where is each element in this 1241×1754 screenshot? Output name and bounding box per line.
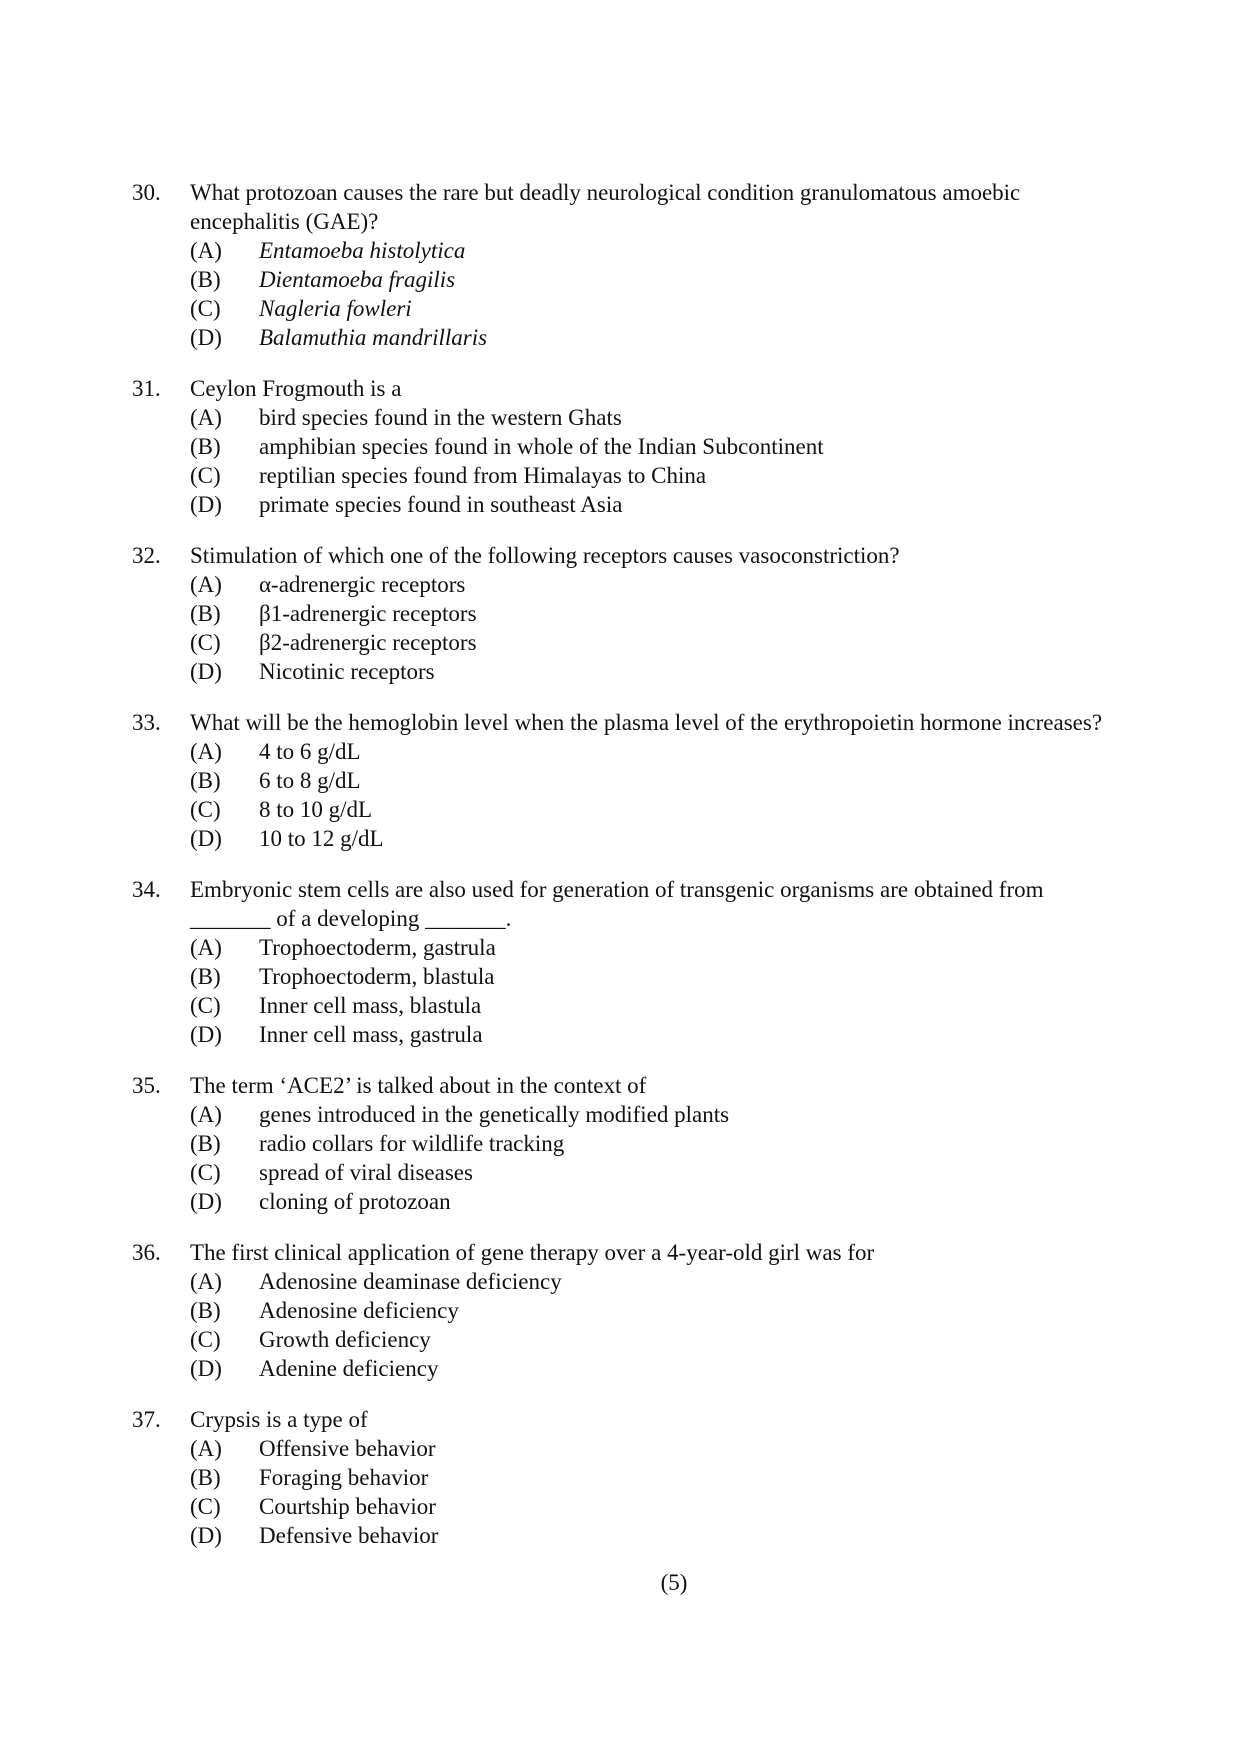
option-list [190, 933, 1122, 1049]
option-d [190, 1354, 1122, 1383]
option-text: radio collars for wildlife tracking [259, 1131, 565, 1156]
question-stem [132, 374, 1122, 403]
option-text: Courtship behavior [259, 1494, 436, 1519]
question-text: Ceylon Frogmouth is a [190, 376, 402, 401]
question-34 [132, 875, 1122, 1049]
option-text: bird species found in the western Ghats [259, 405, 622, 430]
option-text: primate species found in southeast Asia [259, 492, 623, 517]
question-31 [132, 374, 1122, 519]
option-a [190, 570, 1122, 599]
option-text: 4 to 6 g/dL [259, 739, 361, 764]
option-c [190, 1325, 1122, 1354]
option-label: (B) [190, 1465, 221, 1490]
option-c [190, 1492, 1122, 1521]
option-label: (D) [190, 1022, 222, 1047]
option-text: Offensive behavior [259, 1436, 436, 1461]
question-37 [132, 1405, 1122, 1550]
option-d [190, 1521, 1122, 1550]
option-b [190, 432, 1122, 461]
option-label: (B) [190, 601, 221, 626]
question-number: 35. [132, 1073, 161, 1098]
question-stem [132, 178, 1122, 236]
option-b [190, 766, 1122, 795]
question-number: 31. [132, 376, 161, 401]
option-label: (B) [190, 964, 221, 989]
option-text: reptilian species found from Himalayas to China [259, 463, 707, 488]
question-number: 32. [132, 543, 161, 568]
question-33 [132, 708, 1122, 853]
option-c [190, 795, 1122, 824]
option-list [190, 570, 1122, 686]
option-text: Foraging behavior [259, 1465, 429, 1490]
option-c [190, 1158, 1122, 1187]
question-stem [132, 1405, 1122, 1434]
option-label: (C) [190, 630, 221, 655]
option-text: 10 to 12 g/dL [259, 826, 384, 851]
option-text: α-adrenergic receptors [259, 572, 466, 597]
option-label: (D) [190, 659, 222, 684]
option-list [190, 236, 1122, 352]
option-label: (D) [190, 1356, 222, 1381]
option-c [190, 628, 1122, 657]
option-text: Defensive behavior [259, 1523, 439, 1548]
option-label: (B) [190, 1298, 221, 1323]
option-d [190, 490, 1122, 519]
option-b [190, 1129, 1122, 1158]
option-d [190, 657, 1122, 686]
option-b [190, 265, 1122, 294]
option-a [190, 1267, 1122, 1296]
option-label: (D) [190, 1523, 222, 1548]
option-list [190, 737, 1122, 853]
question-text: The first clinical application of gene therapy over a 4-year-old girl was for [190, 1240, 875, 1265]
option-label: (A) [190, 238, 222, 263]
option-text: 6 to 8 g/dL [259, 768, 361, 793]
question-text: Stimulation of which one of the following receptors causes vasoconstriction? [190, 543, 900, 568]
option-label: (A) [190, 1436, 222, 1461]
option-label: (B) [190, 267, 221, 292]
option-text: Growth deficiency [259, 1327, 431, 1352]
option-a [190, 933, 1122, 962]
option-text: Adenine deficiency [259, 1356, 439, 1381]
option-text: 8 to 10 g/dL [259, 797, 373, 822]
option-text: Entamoeba histolytica [259, 238, 466, 263]
option-text: β1-adrenergic receptors [259, 601, 477, 626]
option-label: (C) [190, 1494, 221, 1519]
question-35 [132, 1071, 1122, 1216]
option-b [190, 1463, 1122, 1492]
option-label: (D) [190, 826, 222, 851]
question-stem [132, 875, 1122, 933]
option-label: (D) [190, 325, 222, 350]
question-text: The term ‘ACE2’ is talked about in the context of [190, 1073, 647, 1098]
option-label: (B) [190, 768, 221, 793]
question-text: Crypsis is a type of [190, 1407, 368, 1432]
option-text: amphibian species found in whole of the Indian Subcontinent [259, 434, 824, 459]
option-text: Dientamoeba fragilis [259, 267, 456, 292]
option-text: genes introduced in the genetically modified plants [259, 1102, 730, 1127]
option-b [190, 599, 1122, 628]
option-a [190, 1100, 1122, 1129]
option-label: (C) [190, 1327, 221, 1352]
question-text: What will be the hemoglobin level when the plasma level of the erythropoietin hormone increases? [190, 710, 1103, 735]
question-number: 37. [132, 1407, 161, 1432]
question-number: 33. [132, 710, 161, 735]
question-number: 34. [132, 877, 161, 902]
question-32 [132, 541, 1122, 686]
option-a [190, 1434, 1122, 1463]
question-number: 30. [132, 180, 161, 205]
option-label: (C) [190, 296, 221, 321]
option-c [190, 461, 1122, 490]
option-label: (B) [190, 1131, 221, 1156]
option-text: Nagleria fowleri [259, 296, 412, 321]
question-text: What protozoan causes the rare but deadly neurological condition granulomatous amoebic encephalitis (GAE)? [190, 180, 1021, 234]
option-a [190, 403, 1122, 432]
option-a [190, 737, 1122, 766]
question-number: 36. [132, 1240, 161, 1265]
option-label: (A) [190, 1269, 222, 1294]
option-d [190, 1187, 1122, 1216]
question-stem [132, 1071, 1122, 1100]
option-label: (A) [190, 405, 222, 430]
question-30 [132, 178, 1122, 352]
option-text: Trophoectoderm, blastula [259, 964, 495, 989]
option-d [190, 1020, 1122, 1049]
option-list [190, 1100, 1122, 1216]
option-list [190, 403, 1122, 519]
option-d [190, 323, 1122, 352]
option-c [190, 294, 1122, 323]
question-list [132, 178, 1122, 1572]
question-text: Embryonic stem cells are also used for generation of transgenic organisms are obtained from _______ of a developing _______. [190, 877, 1044, 931]
option-text: Nicotinic receptors [259, 659, 435, 684]
option-label: (C) [190, 463, 221, 488]
option-label: (D) [190, 492, 222, 517]
option-text: Balamuthia mandrillaris [259, 325, 488, 350]
question-stem [132, 541, 1122, 570]
option-label: (C) [190, 993, 221, 1018]
option-label: (A) [190, 739, 222, 764]
option-label: (A) [190, 935, 222, 960]
option-text: cloning of protozoan [259, 1189, 451, 1214]
option-d [190, 824, 1122, 853]
option-label: (A) [190, 1102, 222, 1127]
option-list [190, 1267, 1122, 1383]
option-label: (B) [190, 434, 221, 459]
option-label: (C) [190, 1160, 221, 1185]
question-36 [132, 1238, 1122, 1383]
option-text: β2-adrenergic receptors [259, 630, 477, 655]
option-a [190, 236, 1122, 265]
option-label: (C) [190, 797, 221, 822]
option-text: Adenosine deficiency [259, 1298, 459, 1323]
question-stem [132, 708, 1122, 737]
question-stem [132, 1238, 1122, 1267]
option-text: Inner cell mass, blastula [259, 993, 482, 1018]
option-b [190, 962, 1122, 991]
option-label: (A) [190, 572, 222, 597]
option-text: Trophoectoderm, gastrula [259, 935, 496, 960]
option-label: (D) [190, 1189, 222, 1214]
page-number: (5) [660, 1570, 688, 1595]
option-c [190, 991, 1122, 1020]
option-text: spread of viral diseases [259, 1160, 473, 1185]
option-text: Adenosine deaminase deficiency [259, 1269, 562, 1294]
option-text: Inner cell mass, gastrula [259, 1022, 483, 1047]
option-list [190, 1434, 1122, 1550]
option-b [190, 1296, 1122, 1325]
